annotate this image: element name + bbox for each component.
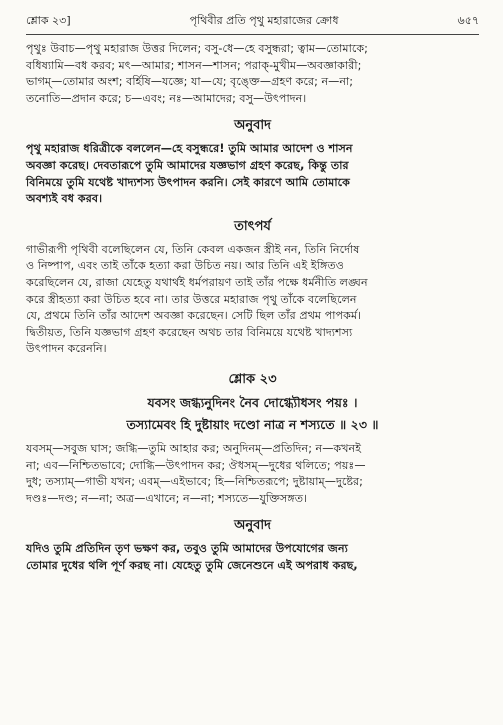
translation-line: তোমার দুধের থলি পূর্ণ করছ না। যেহেতু তুমি জেনেশুনে এই অপরাধ করছ,: [26, 558, 358, 572]
translation-line: অবজ্ঞা করেছ। দেবতারূপে তুমি আমাদের যজ্ঞভাগ গ্রহণ করেছ, কিন্তু তার: [26, 158, 349, 172]
purport-line: ও নিষ্পাপ, এবং তাই তাঁকে হত্যা করা উচিত নয়। আর তিনি এই ইঙ্গিতও: [26, 259, 345, 273]
translation-heading-1: অনুবাদ: [234, 118, 271, 134]
header-chapter-title: পৃথিবীর প্রতি পৃথু মহারাজের ক্রোধ: [189, 14, 339, 27]
purport-line: যে, প্রথমে তিনি তাঁর আদেশ অবজ্ঞা করেছেন। সেটি ছিল তাঁর প্রথম পাপকর্ম।: [26, 309, 362, 323]
synonyms-block-1: [26, 41, 479, 107]
verse-number: শ্লোক ২৩: [228, 371, 277, 387]
synonyms-line: ভাগম্—তোমার অংশ; বর্হিষি—যজ্ঞে; যা—যে; বৃঙ্ক্তে—গ্রহণ করে; ন—না;: [26, 75, 354, 89]
purport-line: দ্বিতীয়ত, তিনি যজ্ঞভাগ গ্রহণ করেছেন অথচ তার বিনিময়ে যথেষ্ট খাদ্যশস্য: [26, 325, 353, 339]
synonyms-line: দণ্ডঃ—দণ্ড; ন—না; অত্র—এখানে; ন—না; শস্যতে—যুক্তিসঙ্গত।: [26, 491, 308, 505]
synonyms-line: পৃথুঃ উবাচ—পৃথু মহারাজ উত্তর দিলেন; বসু-ধে—হে বসুন্ধরা; ত্বাম—তোমাকে;: [26, 42, 368, 55]
synonyms-line: বধিষ্যামি—বধ করব; মৎ—আমার; শাসন—শাসন; পরাক্-মুখীম—অবজ্ঞাকারী;: [26, 58, 362, 72]
verse-line: যবসং জগ্ধ্যনুদিনং নৈব দোগ্ধ্যৌধসং পয়ঃ ।: [147, 394, 358, 410]
header-verse-ref: শ্লোক ২৩]: [26, 14, 71, 27]
translation-line: অবশ্যই বধ করব।: [26, 192, 103, 206]
purport-line: করে স্ত্রীহত্যা করা উচিত হবে না। তার উত্তরে মহারাজ পৃথু তাঁকে বলেছিলেন: [26, 292, 357, 306]
translation-heading-2: অনুবাদ: [234, 518, 271, 534]
header-page-number: ৬৫৭: [457, 14, 479, 27]
translation-block-2: [26, 541, 479, 574]
purport-line: গাভীরূপী পৃথিবী বলেছিলেন যে, তিনি কেবল একজন স্ত্রীই নন, তিনি নির্দোষ: [26, 242, 360, 256]
translation-line: পৃথু মহারাজ ধরিত্রীকে বললেন—হে বসুন্ধরে! তুমি আমার আদেশ ও শাসন: [26, 142, 353, 156]
purport-block: [26, 242, 479, 358]
purport-line: উৎপাদন করেননি।: [26, 342, 107, 356]
sanskrit-verse: [26, 393, 479, 435]
translation-line: যদিও তুমি প্রতিদিন তৃণ ভক্ষণ কর, তবুও তুমি আমাদের উপযোগের জন্য: [26, 542, 348, 556]
synonyms-line: যবসম্—সবুজ ঘাস; জগ্ধি—তুমি আহার কর; অনুদিনম্—প্রতিদিন; ন—কখনই: [26, 441, 362, 455]
synonyms-line: তনোতি—প্রদান করে; চ—এবং; নঃ—আমাদের; বসু—উৎপাদন।: [26, 91, 307, 105]
purport-line: করেছিলেন যে, রাজা যেহেতু যথার্থই ধর্মপরায়ণ তাই তাঁর পক্ষে ধর্মনীতি লঙ্ঘন: [26, 275, 368, 289]
verse-line: তস্যামেবং হি দুষ্টায়াং দণ্ডো নাত্র ন শস্যতে ॥ ২৩ ॥: [126, 416, 379, 432]
synonyms-line: দুধ; তস্যাম্—গাভী যখন; এবম্—এইভাবে; হি—নিশ্চিতরূপে; দুষ্টায়াম্—দুষ্টের;: [26, 475, 363, 489]
translation-block-1: [26, 141, 479, 207]
purport-heading: তাৎপর্য: [234, 218, 271, 234]
synonyms-line: না; এব—নিশ্চিতভাবে; দোগ্ধি—উৎপাদন কর; ঔধসম্—দুধের থলিতে; পয়ঃ—: [26, 458, 366, 472]
synonyms-block-2: [26, 441, 479, 507]
translation-line: বিনিময়ে তুমি যথেষ্ট খাদ্যশস্য উৎপাদন করনি। সেই কারণে আমি তোমাকে: [26, 175, 350, 189]
running-header: [26, 12, 479, 35]
